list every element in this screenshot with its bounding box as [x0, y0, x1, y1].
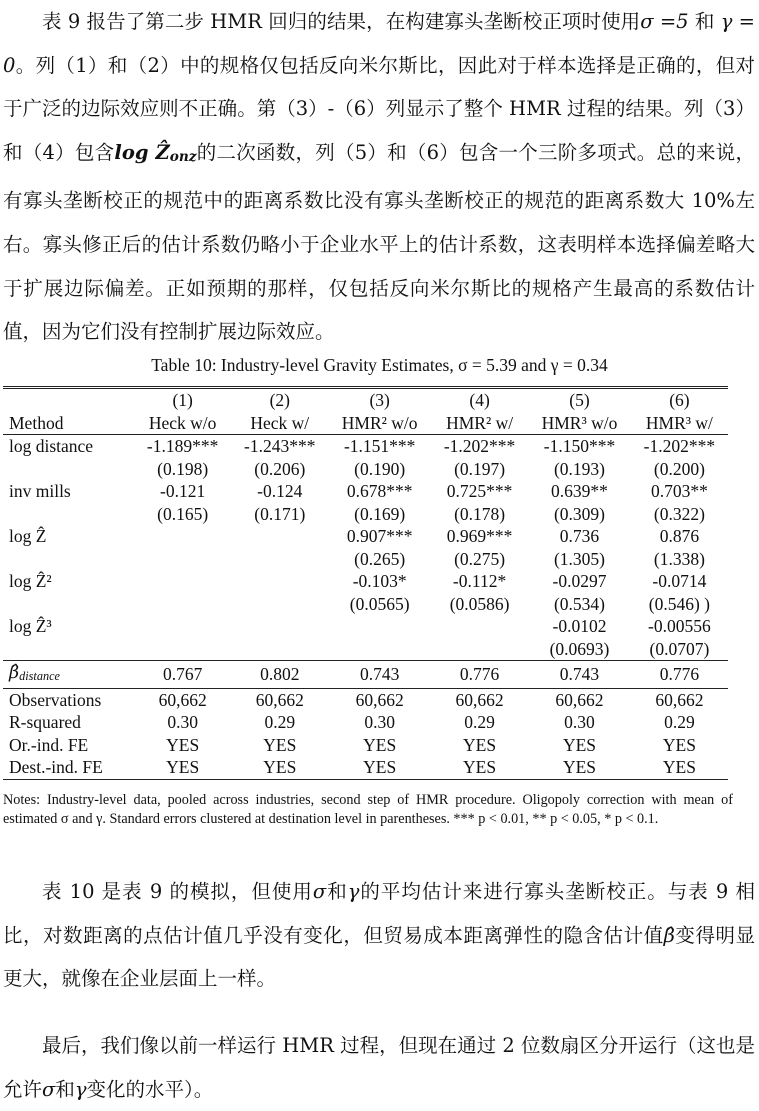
se-row-log-z-squared: (0.0565) (0.0586) (0.534) (0.546) ) — [349, 593, 711, 614]
method-header: HMR² w/o — [328, 412, 431, 435]
paragraph-3: 最后，我们像以前一样运行 HMR 过程，但现在通过 2 位数扇区分开运行（这也是允许σ和γ变化的水平）。 — [3, 1034, 755, 1101]
se-row-log-z: (0.265) (0.275) (1.305) (1.338) — [354, 548, 705, 569]
coef-row-log-z-squared: log Ẑ² -0.103* -0.112* -0.0297 -0.0714 — [9, 571, 707, 591]
regression-table — [3, 386, 728, 780]
se-row-log-z-cubed: (0.0693) (0.0707) — [549, 638, 710, 659]
column-number: (5) — [528, 388, 631, 412]
stat-row-origin-industry-fe: Or.-ind. FE YES YES YES YES YES YES — [9, 734, 696, 755]
method-label: Method — [3, 412, 134, 435]
se-row-log-distance: (0.198) (0.206) (0.190) (0.197) (0.193) (0.200) — [157, 458, 705, 479]
coef-row-inv-mills: inv mills -0.121 -0.124 0.678*** 0.725*** 0.639** 0.703** — [9, 481, 708, 501]
paragraph-2: 表 10 是表 9 的模拟，但使用σ和γ的平均估计来进行寡头垄断校正。与表 9 相比，对数距离的点估计值几乎没有变化，但贸易成本距离弹性的隐含估计值β̂变得明显更大，就像在企业层面上一样。 — [3, 880, 755, 991]
beta-distance-label: β̂distance — [3, 661, 134, 689]
column-number: (2) — [231, 388, 328, 412]
column-number: (1) — [134, 388, 231, 412]
sigma-equation: σ =5 — [640, 10, 689, 33]
se-row-inv-mills: (0.165) (0.171) (0.169) (0.178) (0.309) (0.322) — [157, 503, 705, 524]
sigma-symbol: σ — [42, 1077, 56, 1101]
stat-row-observations: Observations 60,662 60,662 60,662 60,662 60,662 60,662 — [9, 689, 704, 710]
stat-row-destination-industry-fe: Dest.-ind. FE YES YES YES YES YES YES — [3, 756, 728, 779]
method-header: HMR³ w/o — [528, 412, 631, 435]
stat-row-r-squared: R-squared 0.30 0.29 0.30 0.29 0.30 0.29 — [9, 712, 695, 732]
method-row — [3, 412, 728, 435]
column-number: (6) — [631, 388, 728, 412]
beta-distance-row: β̂distance 0.767 0.802 0.743 0.776 0.743 0.776 — [3, 661, 728, 689]
method-header: Heck w/ — [231, 412, 328, 435]
column-number: (4) — [431, 388, 528, 412]
coef-row-log-z: log Ẑ 0.907*** 0.969*** 0.736 0.876 — [9, 526, 700, 546]
table-caption: Table 10: Industry-level Gravity Estimates, σ = 5.39 and γ = 0.34 — [151, 355, 608, 375]
coef-row-log-distance: log distance -1.189*** -1.243*** -1.151*** -1.202*** -1.150*** -1.202*** — [9, 436, 716, 456]
gamma-symbol: γ — [347, 880, 360, 903]
method-header: HMR² w/ — [431, 412, 528, 435]
column-number: (3) — [328, 388, 431, 412]
beta-hat-symbol: β̂ — [663, 923, 675, 947]
column-number-row — [3, 388, 728, 412]
sigma-symbol: σ — [312, 880, 327, 903]
intro-paragraph: 表 9 报告了第二步 HMR 回归的结果，在构建寡头垄断校正项时使用σ =5 和 γ = 0。列（1）和（2）中的规格仅包括反向米尔斯比，因此对于样本选择是正确的，但对于广泛的边际效应则不正确。第（3）-（6）列显示了整个 HMR 过程的结果。列（3）和（4）包含log Ẑonz的二次函数，列（5）和（6）包含一个三阶多项式。总的来说，有寡头垄断校正的规范中的距离系数比没有寡头垄断校正的规范的距离系数大 10%左右。寡头修正后的估计系数仍略小于企业水平上的估计系数，这表明样本选择偏差略大于扩展边际偏差。正如预期的那样，仅包括反向米尔斯比的规格产生最高的系数估计值，因为它们没有控制扩展边际效应。 — [3, 10, 755, 344]
log-z-math: log Ẑ — [114, 140, 170, 164]
gamma-equation: γ = 0 — [3, 10, 755, 77]
method-header: HMR³ w/ — [631, 412, 728, 435]
table-notes: Notes: Industry-level data, pooled across industries, second step of HMR procedure. Oligopoly correction with mean of estimated σ and γ. Standard errors clustered at destination level in parentheses. *** p < 0.01, ** p < 0.05, * p < 0.1. — [3, 792, 733, 827]
gamma-symbol: γ — [74, 1077, 87, 1101]
coef-row-log-z-cubed: log Ẑ³ -0.0102 -0.00556 — [9, 616, 711, 636]
method-header: Heck w/o — [134, 412, 231, 435]
